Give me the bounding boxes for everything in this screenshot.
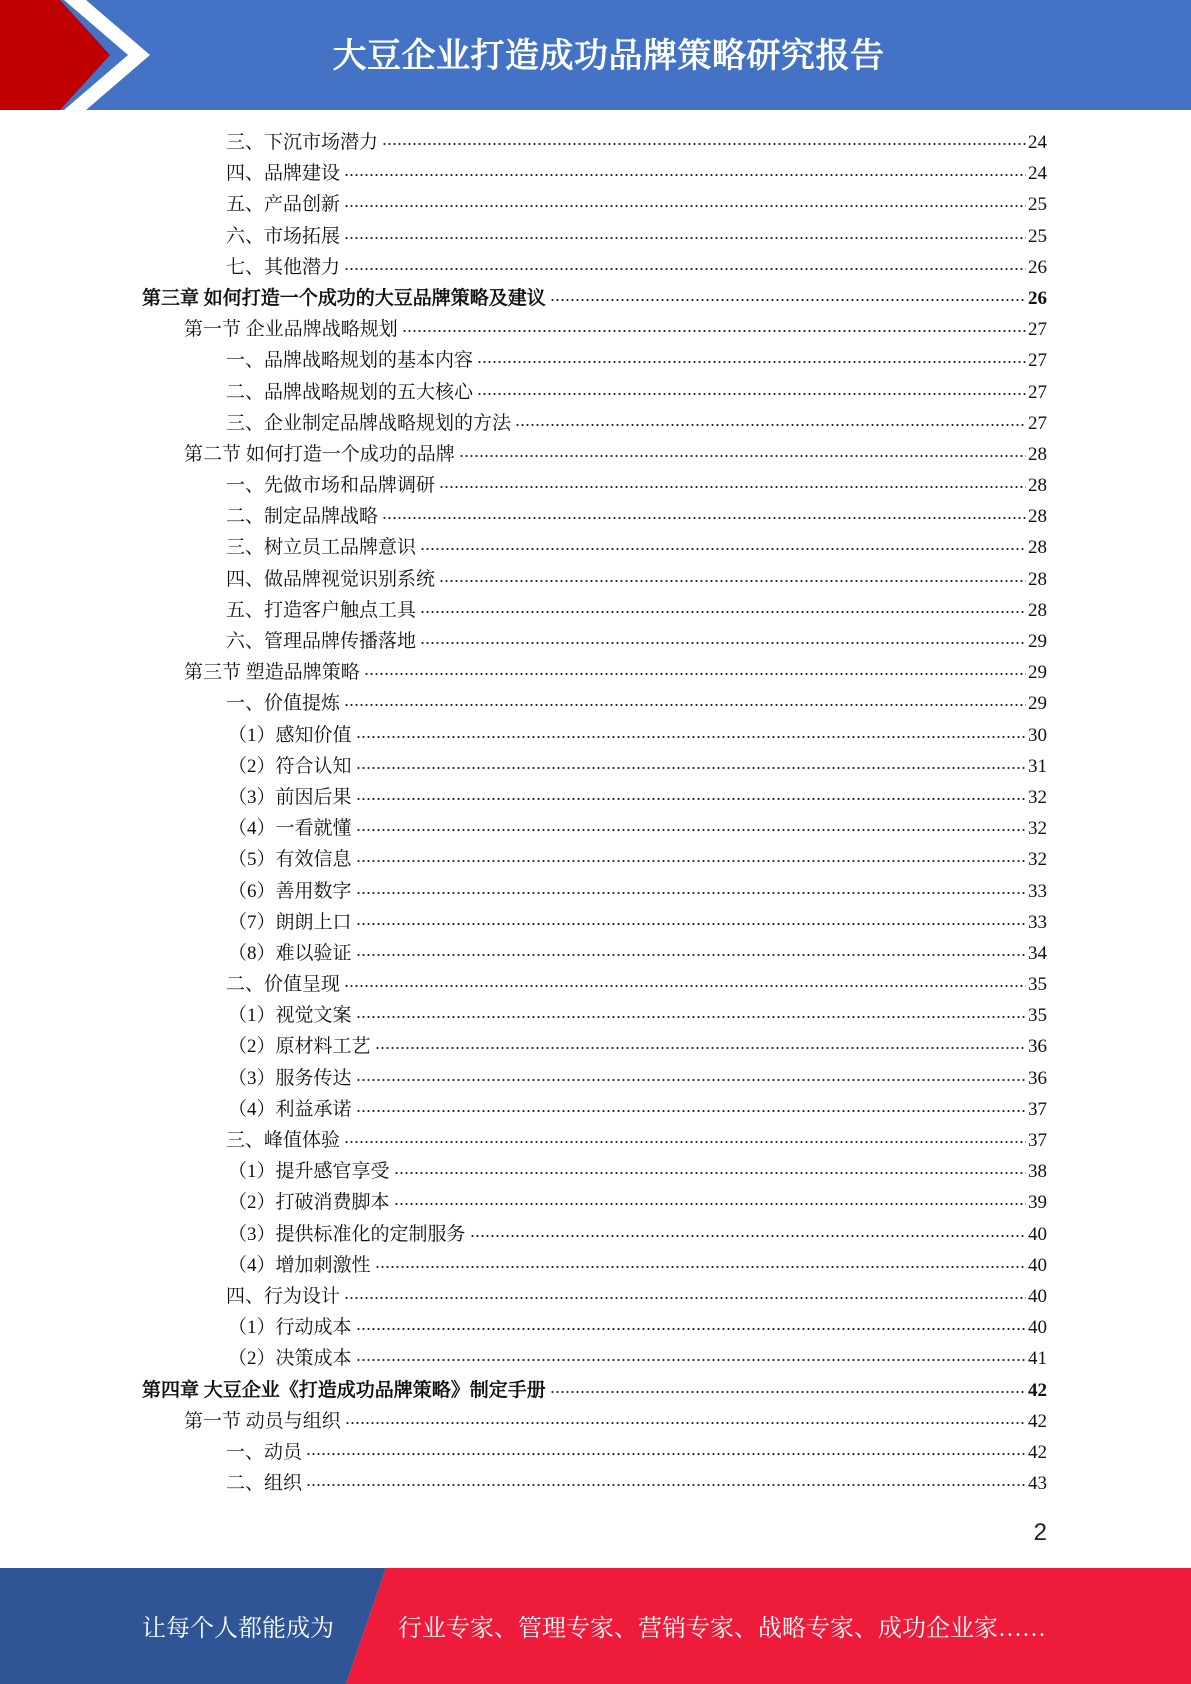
toc-entry-13[interactable] [0, 501, 1191, 532]
toc-dot-leader [344, 266, 1026, 272]
toc-entry-title: 四、品牌建设 [226, 163, 341, 185]
toc-entry-7[interactable] [0, 314, 1191, 345]
toc-entry-27[interactable] [0, 938, 1191, 969]
toc-entry-6[interactable] [0, 283, 1191, 314]
toc-dot-leader [356, 765, 1026, 771]
toc-entry-page: 31 [1028, 755, 1047, 777]
toc-entry-title: 五、产品创新 [226, 194, 341, 216]
toc-dot-leader [420, 609, 1026, 615]
toc-entry-page: 29 [1028, 693, 1047, 715]
toc-entry-page: 38 [1028, 1161, 1047, 1183]
toc-entry-page: 42 [1028, 1379, 1047, 1401]
toc-entry-title: 四、行为设计 [226, 1285, 341, 1307]
toc-dot-leader [356, 827, 1026, 833]
toc-entry-18[interactable] [0, 657, 1191, 688]
toc-dot-leader [356, 952, 1026, 958]
footer-slogan-left: 让每个人都能成为 [142, 1616, 334, 1642]
toc-entry-title: （2）决策成本 [228, 1348, 352, 1370]
toc-dot-leader [515, 422, 1026, 428]
toc-entry-title: （3）服务传达 [228, 1067, 352, 1089]
toc-entry-title: 第三节 塑造品牌策略 [184, 662, 360, 684]
toc-entry-26[interactable] [0, 907, 1191, 938]
toc-entry-page: 40 [1028, 1285, 1047, 1307]
toc-entry-22[interactable] [0, 782, 1191, 813]
toc-entry-title: 七、其他潜力 [226, 256, 341, 278]
toc-entry-title: 三、企业制定品牌战略规划的方法 [226, 412, 512, 434]
toc-entry-page: 26 [1028, 287, 1047, 309]
toc-entry-title: （2）符合认知 [228, 755, 352, 777]
toc-entry-title: （1）感知价值 [228, 724, 352, 746]
toc-entry-39[interactable] [0, 1312, 1191, 1343]
toc-entry-page: 27 [1028, 412, 1047, 434]
toc-entry-page: 42 [1028, 1410, 1047, 1432]
toc-entry-page: 29 [1028, 631, 1047, 652]
toc-entry-page: 33 [1028, 911, 1047, 933]
toc-entry-page: 35 [1028, 974, 1047, 996]
page-footer [0, 1568, 1191, 1684]
toc-dot-leader [550, 1389, 1026, 1395]
toc-entry-16[interactable] [0, 595, 1191, 626]
toc-dot-leader [356, 1326, 1026, 1332]
toc-entry-page: 28 [1028, 537, 1047, 559]
toc-entry-page: 43 [1028, 1473, 1047, 1495]
toc-entry-page: 27 [1028, 350, 1047, 372]
toc-dot-leader [344, 235, 1026, 241]
toc-dot-leader [356, 734, 1026, 740]
toc-dot-leader [470, 1233, 1026, 1239]
toc-dot-leader [344, 1139, 1026, 1145]
toc-dot-leader [382, 141, 1026, 147]
toc-entry-35[interactable] [0, 1187, 1191, 1218]
toc-entry-page: 40 [1028, 1317, 1047, 1339]
toc-entry-title: （8）难以验证 [228, 942, 352, 964]
toc-dot-leader [382, 515, 1026, 521]
toc-entry-title: （5）有效信息 [228, 849, 352, 871]
toc-entry-title: 二、组织 [226, 1473, 303, 1495]
toc-dot-leader [356, 1108, 1026, 1114]
toc-entry-title: （4）一看就懂 [228, 818, 352, 840]
toc-entry-9[interactable] [0, 377, 1191, 408]
toc-entry-41[interactable] [0, 1375, 1191, 1406]
toc-dot-leader [477, 359, 1026, 365]
toc-entry-page: 36 [1028, 1036, 1047, 1058]
toc-entry-title: 一、动员 [226, 1441, 303, 1463]
footer-slogan-right: 行业专家、管理专家、营销专家、战略专家、成功企业家…… [398, 1616, 1046, 1642]
toc-dot-leader [345, 1420, 1026, 1426]
toc-dot-leader [344, 1295, 1026, 1301]
toc-entry-1[interactable] [0, 127, 1191, 158]
toc-entry-20[interactable] [0, 720, 1191, 751]
toc-entry-title: （4）利益承诺 [228, 1098, 352, 1120]
toc-entry-title: 一、先做市场和品牌调研 [226, 475, 436, 497]
toc-entry-title: 三、下沉市场潜力 [226, 132, 379, 153]
toc-entry-title: 第三章 如何打造一个成功的大豆品牌策略及建议 [142, 287, 546, 309]
toc-entry-title: 六、管理品牌传播落地 [226, 631, 417, 652]
toc-entry-page: 27 [1028, 319, 1047, 341]
toc-entry-40[interactable] [0, 1343, 1191, 1374]
toc-entry-title: 二、品牌战略规划的五大核心 [226, 381, 474, 403]
toc-dot-leader [477, 391, 1026, 397]
toc-entry-title: （1）视觉文案 [228, 1005, 352, 1027]
toc-entry-page: 24 [1028, 163, 1047, 185]
toc-entry-page: 41 [1028, 1348, 1047, 1370]
toc-entry-42[interactable] [0, 1406, 1191, 1437]
table-of-contents [0, 127, 1191, 1499]
toc-entry-page: 32 [1028, 818, 1047, 840]
toc-entry-title: 三、峰值体验 [226, 1130, 341, 1151]
toc-entry-title: （1）提升感官享受 [228, 1161, 390, 1183]
toc-entry-19[interactable] [0, 688, 1191, 719]
toc-entry-title: 一、品牌战略规划的基本内容 [226, 350, 474, 372]
toc-entry-28[interactable] [0, 969, 1191, 1000]
toc-entry-title: （7）朗朗上口 [228, 911, 352, 933]
toc-entry-32[interactable] [0, 1094, 1191, 1125]
toc-entry-31[interactable] [0, 1063, 1191, 1094]
toc-entry-12[interactable] [0, 470, 1191, 501]
toc-entry-11[interactable] [0, 439, 1191, 470]
toc-entry-page: 37 [1028, 1098, 1047, 1120]
page-number: 2 [1033, 1519, 1047, 1546]
toc-entry-title: （1）行动成本 [228, 1317, 352, 1339]
toc-entry-title: 第四章 大豆企业《打造成功品牌策略》制定手册 [142, 1379, 546, 1401]
toc-entry-page: 26 [1028, 256, 1047, 278]
toc-entry-page: 33 [1028, 880, 1047, 902]
toc-dot-leader [356, 1077, 1026, 1083]
toc-entry-title: （2）打破消费脚本 [228, 1192, 390, 1214]
toc-entry-37[interactable] [0, 1250, 1191, 1281]
toc-dot-leader [439, 484, 1026, 490]
toc-entry-title: 第二节 如何打造一个成功的品牌 [184, 443, 455, 465]
toc-dot-leader [375, 1045, 1026, 1051]
toc-entry-page: 34 [1028, 942, 1047, 964]
toc-entry-25[interactable] [0, 876, 1191, 907]
toc-entry-page: 24 [1028, 132, 1047, 153]
toc-entry-page: 32 [1028, 786, 1047, 808]
toc-entry-page: 42 [1028, 1441, 1047, 1463]
toc-dot-leader [459, 453, 1026, 459]
toc-entry-3[interactable] [0, 189, 1191, 220]
toc-entry-page: 29 [1028, 662, 1047, 684]
toc-dot-leader [420, 546, 1026, 552]
toc-entry-title: 五、打造客户触点工具 [226, 599, 417, 621]
toc-entry-title: 一、价值提炼 [226, 693, 341, 715]
toc-entry-page: 25 [1028, 225, 1047, 247]
toc-dot-leader [550, 297, 1026, 303]
toc-entry-title: 四、做品牌视觉识别系统 [226, 568, 436, 590]
toc-dot-leader [356, 1014, 1026, 1020]
toc-entry-title: （3）提供标准化的定制服务 [228, 1223, 466, 1245]
toc-entry-page: 40 [1028, 1254, 1047, 1276]
toc-entry-page: 40 [1028, 1223, 1047, 1245]
toc-entry-page: 28 [1028, 568, 1047, 590]
toc-dot-leader [344, 172, 1026, 178]
toc-entry-17[interactable] [0, 626, 1191, 657]
page-header [0, 0, 1191, 110]
toc-dot-leader [344, 983, 1026, 989]
toc-entry-5[interactable] [0, 252, 1191, 283]
toc-entry-page: 30 [1028, 724, 1047, 746]
toc-entry-title: 第一节 动员与组织 [184, 1410, 341, 1432]
toc-entry-8[interactable] [0, 345, 1191, 376]
toc-entry-title: （4）增加刺激性 [228, 1254, 371, 1276]
toc-entry-page: 37 [1028, 1130, 1047, 1151]
toc-entry-page: 28 [1028, 599, 1047, 621]
toc-entry-page: 35 [1028, 1005, 1047, 1027]
toc-entry-page: 28 [1028, 443, 1047, 465]
toc-dot-leader [394, 1201, 1026, 1207]
toc-entry-title: 六、市场拓展 [226, 225, 341, 247]
toc-entry-38[interactable] [0, 1281, 1191, 1312]
toc-entry-30[interactable] [0, 1031, 1191, 1062]
document-title: 大豆企业打造成功品牌策略研究报告 [332, 36, 885, 76]
toc-entry-page: 39 [1028, 1192, 1047, 1214]
toc-dot-leader [356, 1357, 1026, 1363]
toc-entry-2[interactable] [0, 158, 1191, 189]
toc-dot-leader [356, 796, 1026, 802]
toc-entry-title: （2）原材料工艺 [228, 1036, 371, 1058]
toc-entry-29[interactable] [0, 1000, 1191, 1031]
toc-entry-14[interactable] [0, 532, 1191, 563]
toc-dot-leader [402, 328, 1026, 334]
toc-entry-title: 二、制定品牌战略 [226, 506, 379, 528]
toc-entry-title: 二、价值呈现 [226, 974, 341, 996]
toc-entry-43[interactable] [0, 1437, 1191, 1468]
toc-dot-leader [356, 890, 1026, 896]
toc-entry-10[interactable] [0, 408, 1191, 439]
toc-dot-leader [439, 578, 1026, 584]
toc-entry-title: 三、树立员工品牌意识 [226, 537, 417, 559]
toc-entry-23[interactable] [0, 813, 1191, 844]
toc-entry-page: 25 [1028, 194, 1047, 216]
toc-entry-title: （3）前因后果 [228, 786, 352, 808]
toc-entry-36[interactable] [0, 1219, 1191, 1250]
toc-entry-page: 28 [1028, 506, 1047, 528]
toc-dot-leader [420, 640, 1026, 646]
toc-entry-title: （6）善用数字 [228, 880, 352, 902]
toc-entry-page: 32 [1028, 849, 1047, 871]
toc-entry-24[interactable] [0, 844, 1191, 875]
toc-entry-34[interactable] [0, 1156, 1191, 1187]
toc-entry-4[interactable] [0, 221, 1191, 252]
toc-entry-page: 27 [1028, 381, 1047, 403]
toc-entry-page: 28 [1028, 475, 1047, 497]
toc-dot-leader [344, 702, 1026, 708]
toc-dot-leader [394, 1170, 1026, 1176]
toc-entry-page: 36 [1028, 1067, 1047, 1089]
toc-dot-leader [306, 1482, 1026, 1488]
toc-dot-leader [364, 671, 1026, 677]
toc-dot-leader [375, 1264, 1026, 1270]
toc-dot-leader [306, 1451, 1026, 1457]
toc-dot-leader [356, 858, 1026, 864]
toc-entry-15[interactable] [0, 564, 1191, 595]
toc-entry-44[interactable] [0, 1468, 1191, 1499]
toc-entry-21[interactable] [0, 751, 1191, 782]
toc-entry-33[interactable] [0, 1125, 1191, 1156]
toc-dot-leader [344, 203, 1026, 209]
toc-dot-leader [356, 921, 1026, 927]
toc-entry-title: 第一节 企业品牌战略规划 [184, 319, 398, 341]
